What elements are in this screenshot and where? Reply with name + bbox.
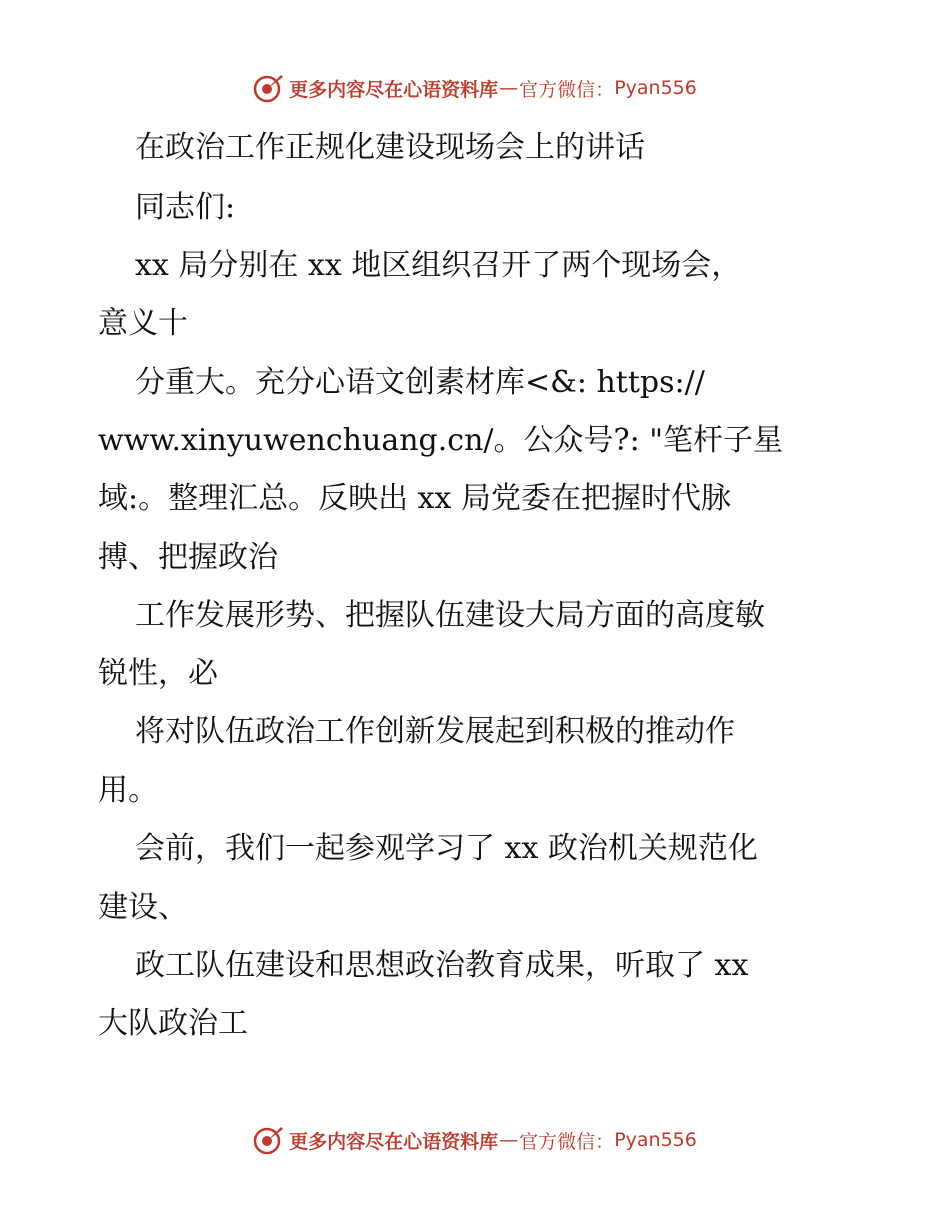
paragraph-line: 分重大。充分心语文创素材库<&: https:// <box>135 365 705 400</box>
paragraph-line: 工作发展形势、把握队伍建设大局方面的高度敏 <box>135 598 765 633</box>
paragraph-line: 域:。整理汇总。反映出 xx 局党委在把握时代脉 <box>98 481 732 516</box>
quill-logo-icon <box>253 1124 285 1156</box>
paragraph-line: 搏、把握政治 <box>98 540 278 575</box>
paragraph-line: 建设、 <box>98 890 188 925</box>
paragraph-line: 会前，我们一起参观学习了 xx 政治机关规范化 <box>135 831 758 866</box>
banner-separator: — <box>499 1129 519 1151</box>
banner-main-text: 更多内容尽在心语资料库 <box>289 1130 499 1153</box>
salutation-line: 同志们: <box>135 190 236 225</box>
banner-wechat-label: 官方微信： <box>519 78 615 101</box>
paragraph-line: 将对队伍政治工作创新发展起到积极的推动作 <box>135 714 735 749</box>
footer-banner <box>0 1124 950 1156</box>
banner-main-text: 更多内容尽在心语资料库 <box>289 78 499 101</box>
document-title: 在政治工作正规化建设现场会上的讲话 <box>135 130 645 165</box>
paragraph-line: 锐性，必 <box>98 656 218 691</box>
banner-wechat-label: 官方微信： <box>519 1130 615 1153</box>
paragraph-line: 用。 <box>98 773 158 808</box>
paragraph-line: 政工队伍建设和思想政治教育成果，听取了 xx <box>135 948 749 983</box>
paragraph-line: xx 局分别在 xx 地区组织召开了两个现场会， <box>135 248 742 283</box>
banner-wechat-id: Pyan556 <box>614 77 697 99</box>
paragraph-line: www.xinyuwenchuang.cn/。公众号?: "笔杆子星 <box>98 423 784 458</box>
banner-separator: — <box>499 77 519 99</box>
paragraph-line: 意义十 <box>98 306 188 341</box>
paragraph-line: 大队政治工 <box>98 1006 248 1041</box>
banner-wechat-id: Pyan556 <box>614 1129 697 1151</box>
